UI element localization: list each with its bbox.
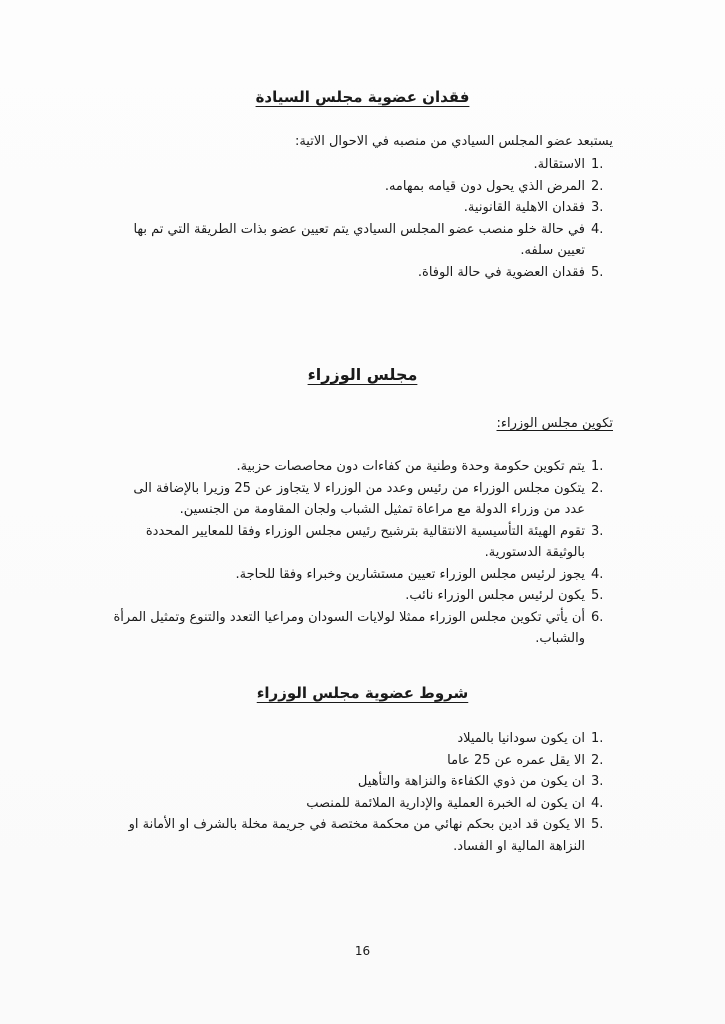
list-item [113, 219, 613, 262]
list-item [113, 197, 613, 219]
list-membership-conditions [113, 728, 613, 857]
section-title-council-of-ministers: مجلس الوزراء [307, 365, 418, 384]
list-sovereignty-membership-loss [113, 154, 613, 283]
list-item [113, 607, 613, 650]
item-number: 4. [591, 221, 604, 237]
item-text: تقوم الهيئة التأسيسية الانتقالية بترشيح رئيس مجلس الوزراء وفقا للمعايير المحددة بالوثيقة الدستورية. [145, 523, 585, 560]
list-item [113, 814, 613, 857]
section-intro: يستبعد عضو المجلس السيادي من منصبه في الاحوال الاتية: [294, 134, 613, 149]
item-text: المرض الذي يحول دون قيامه بمهامه. [384, 178, 585, 194]
item-text: يكون لرئيس مجلس الوزراء نائب. [405, 588, 585, 603]
list-item [113, 154, 613, 176]
item-text: فقدان العضوية في حالة الوفاة. [417, 264, 585, 280]
item-text: يتم تكوين حكومة وحدة وطنية من كفاءات دون محاصصات حزبية. [236, 459, 585, 474]
list-item [113, 262, 613, 284]
item-text: الا يقل عمره عن 25 عاما [447, 752, 585, 768]
item-text: فقدان الاهلية القانونية. [463, 200, 585, 215]
list-council-formation [113, 456, 613, 650]
item-number: 1. [591, 157, 604, 172]
item-text: يجوز لرئيس مجلس الوزراء تعيين مستشارين وخبراء وفقا للحاجة. [235, 566, 585, 582]
item-number: 2. [591, 178, 604, 194]
item-number: 5. [591, 588, 604, 603]
list-item [113, 564, 613, 586]
item-number: 5. [591, 264, 604, 280]
list-item [113, 521, 613, 564]
item-number: 1. [591, 731, 604, 746]
item-text: الا يكون قد ادين بحكم نهائي من محكمة مختصة في جريمة مخلة بالشرف او الأمانة او النزاهة المالية او الفساد. [128, 817, 585, 854]
item-text: في حالة خلو منصب عضو المجلس السيادي يتم تعيين عضو بذات الطريقة التي تم بها تعيين سلفه. [133, 221, 585, 258]
item-text: الاستقالة. [533, 157, 585, 172]
item-number: 2. [591, 480, 604, 496]
list-item [113, 750, 613, 772]
item-number: 3. [591, 523, 604, 539]
item-number: 6. [591, 609, 604, 625]
item-number: 1. [591, 459, 604, 474]
section-title-ministers-membership-conditions: شروط عضوية مجلس الوزراء [256, 684, 469, 702]
list-item [113, 771, 613, 793]
item-text: أن يأتي تكوين مجلس الوزراء ممثلا لولايات السودان ومراعيا التعدد والتنوع وتمثيل المرأة والشباب. [113, 609, 585, 646]
list-item [113, 793, 613, 815]
item-number: 2. [591, 752, 604, 768]
page-number: 16 [354, 944, 371, 958]
item-number: 3. [591, 774, 604, 789]
list-item [113, 176, 613, 198]
item-number: 5. [591, 817, 604, 832]
section-title-sovereignty-membership-loss: فقدان عضوية مجلس السيادة [255, 88, 470, 106]
subsection-title-formation: تكوين مجلس الوزراء: [496, 416, 613, 431]
list-item [113, 456, 613, 478]
item-number: 4. [591, 795, 604, 811]
item-text: ان يكون من ذوي الكفاءة والنزاهة والتأهيل [357, 774, 585, 789]
item-number: 3. [591, 200, 604, 215]
item-number: 4. [591, 566, 604, 582]
item-text: يتكون مجلس الوزراء من رئيس وعدد من الوزراء لا يتجاوز عن 25 وزيرا بالإضافة الى عدد من وزراء الدولة مع مراعاة تمثيل الشباب ولجان المقاومة من الجنسين. [133, 480, 585, 517]
item-text: ان يكون له الخبرة العملية والإدارية الملائمة للمنصب [306, 795, 585, 811]
list-item [113, 728, 613, 750]
list-item [113, 585, 613, 607]
list-item [113, 478, 613, 521]
item-text: ان يكون سودانيا بالميلاد [457, 731, 585, 746]
